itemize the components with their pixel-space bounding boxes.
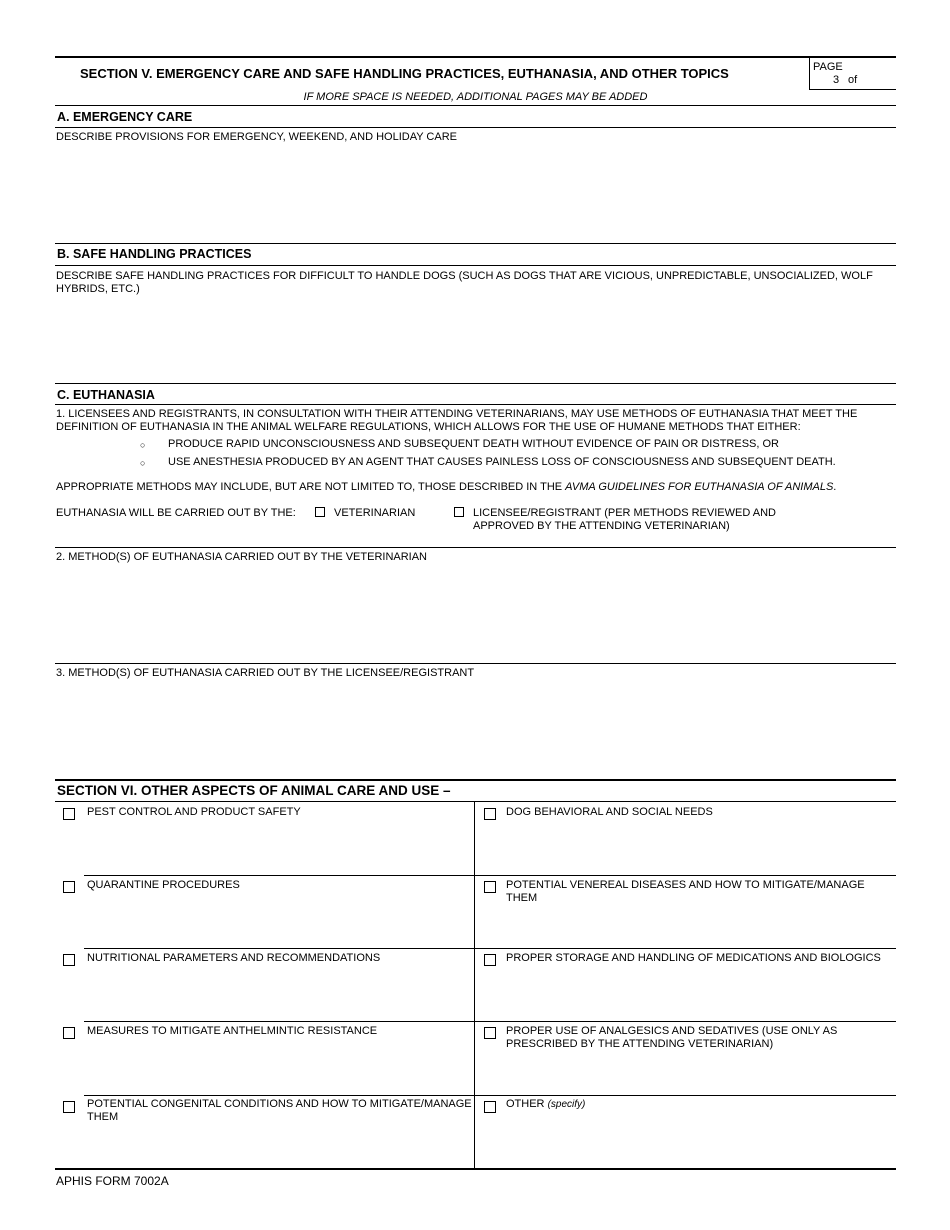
section-vi-heading-rule [55,801,896,802]
section-c-heading: C. EUTHANASIA [57,388,155,402]
left-row-rule-2 [84,948,474,949]
page-box-divider [809,58,810,90]
method-vet-field[interactable] [55,566,896,661]
left-row-rule-1 [84,875,474,876]
behavioral-checkbox[interactable] [484,808,496,820]
licensee-option-line2: APPROVED BY THE ATTENDING VETERINARIAN) [473,520,730,532]
form-id: APHIS FORM 7002A [56,1174,169,1188]
top-rule [55,56,896,58]
section-a-top-rule [55,105,896,106]
avma-note: APPROPRIATE METHODS MAY INCLUDE, BUT ARE NOT LIMITED TO, THOSE DESCRIBED IN THE AVMA GUIDELINES FOR EUTHANASIA OF ANIMALS. [56,481,837,493]
venereal-checkbox[interactable] [484,881,496,893]
section-vi-bottom-rule [55,1168,896,1170]
safe-handling-field[interactable] [55,298,896,380]
veterinarian-checkbox[interactable] [315,507,325,517]
emergency-care-field[interactable] [55,146,896,241]
page-of-label: of [848,74,858,86]
right-row-rule-4 [475,1095,896,1096]
quarantine-label: QUARANTINE PROCEDURES [87,879,240,891]
section-v-subtitle: IF MORE SPACE IS NEEDED, ADDITIONAL PAGES MAY BE ADDED [303,91,648,103]
bullet-2-icon: ○ [140,458,146,468]
section-a-prompt: DESCRIBE PROVISIONS FOR EMERGENCY, WEEKEND, AND HOLIDAY CARE [56,131,457,143]
analgesics-checkbox[interactable] [484,1027,496,1039]
left-row-rule-3 [84,1021,474,1022]
carried-out-label: EUTHANASIA WILL BE CARRIED OUT BY THE: [56,507,296,519]
right-row-rule-2 [475,948,896,949]
nutritional-checkbox[interactable] [63,954,75,966]
venereal-label: POTENTIAL VENEREAL DISEASES AND HOW TO MITIGATE/MANAGE THEM [506,879,865,904]
medications-storage-label: PROPER STORAGE AND HANDLING OF MEDICATIONS AND BIOLOGICS [506,952,881,964]
method-vet-label: 2. METHOD(S) OF EUTHANASIA CARRIED OUT BY THE VETERINARIAN [56,551,428,563]
section-a-heading: A. EMERGENCY CARE [57,110,193,124]
section-b-heading-rule [55,265,896,266]
section-c-heading-rule [55,404,896,405]
section-vi-column-divider [474,802,475,1169]
right-row-rule-1 [475,875,896,876]
method-licensee-field[interactable] [55,682,896,777]
licensee-option-line1: LICENSEE/REGISTRANT (PER METHODS REVIEWED AND [473,507,776,519]
licensee-checkbox[interactable] [454,507,464,517]
behavioral-label: DOG BEHAVIORAL AND SOCIAL NEEDS [506,806,713,818]
method-vet-rule [55,547,896,548]
nutritional-label: NUTRITIONAL PARAMETERS AND RECOMMENDATIONS [87,952,381,964]
section-b-prompt: DESCRIBE SAFE HANDLING PRACTICES FOR DIFFICULT TO HANDLE DOGS (SUCH AS DOGS THAT ARE VICIOUS, UNPREDICTABLE, UNSOCIALIZED, WOLF HYBRIDS, ETC.) [56,270,873,295]
other-checkbox[interactable] [484,1101,496,1113]
pest-control-label: PEST CONTROL AND PRODUCT SAFETY [87,806,301,818]
page-box-bottom [809,89,896,90]
right-row-rule-3 [475,1021,896,1022]
congenital-label: POTENTIAL CONGENITAL CONDITIONS AND HOW TO MITIGATE/MANAGE THEM [87,1098,472,1123]
anthelmintic-label: MEASURES TO MITIGATE ANTHELMINTIC RESISTANCE [87,1025,378,1037]
medications-storage-checkbox[interactable] [484,954,496,966]
analgesics-label: PROPER USE OF ANALGESICS AND SEDATIVES (USE ONLY AS PRESCRIBED BY THE ATTENDING VETERINARIAN) [506,1025,838,1050]
pest-control-checkbox[interactable] [63,808,75,820]
section-b-top-rule [55,243,896,244]
left-row-rule-4 [84,1095,474,1096]
other-label: OTHER (specify) [506,1098,586,1110]
bullet-1-icon: ○ [140,440,146,450]
congenital-checkbox[interactable] [63,1101,75,1113]
section-b-heading: B. SAFE HANDLING PRACTICES [57,247,252,261]
page-number: 3 [833,74,840,86]
anthelmintic-checkbox[interactable] [63,1027,75,1039]
euthanasia-bullet-2: USE ANESTHESIA PRODUCED BY AN AGENT THAT CAUSES PAINLESS LOSS OF CONSCIOUSNESS AND SUBSEQUENT DEATH. [168,456,836,468]
page-label: PAGE [813,61,843,73]
section-a-heading-rule [55,127,896,128]
section-v-title: SECTION V. EMERGENCY CARE AND SAFE HANDLING PRACTICES, EUTHANASIA, AND OTHER TOPICS [80,66,729,81]
euthanasia-intro: 1. LICENSEES AND REGISTRANTS, IN CONSULTATION WITH THEIR ATTENDING VETERINARIANS, MAY USE METHODS OF EUTHANASIA THAT MEET THE DEFINITION OF EUTHANASIA IN THE ANIMAL WELFARE REGULATIONS, WHICH ALLOWS FOR THE USE OF HUMANE METHODS THAT EITHER: [56,408,858,433]
method-licensee-label: 3. METHOD(S) OF EUTHANASIA CARRIED OUT BY THE LICENSEE/REGISTRANT [56,667,475,679]
section-c-top-rule [55,383,896,384]
veterinarian-option-label: VETERINARIAN [334,507,416,519]
section-vi-heading: SECTION VI. OTHER ASPECTS OF ANIMAL CARE AND USE – [57,783,451,798]
euthanasia-bullet-1: PRODUCE RAPID UNCONSCIOUSNESS AND SUBSEQUENT DEATH WITHOUT EVIDENCE OF PAIN OR DISTRESS, OR [168,438,779,450]
method-licensee-rule [55,663,896,664]
section-vi-top-rule [55,779,896,781]
quarantine-checkbox[interactable] [63,881,75,893]
